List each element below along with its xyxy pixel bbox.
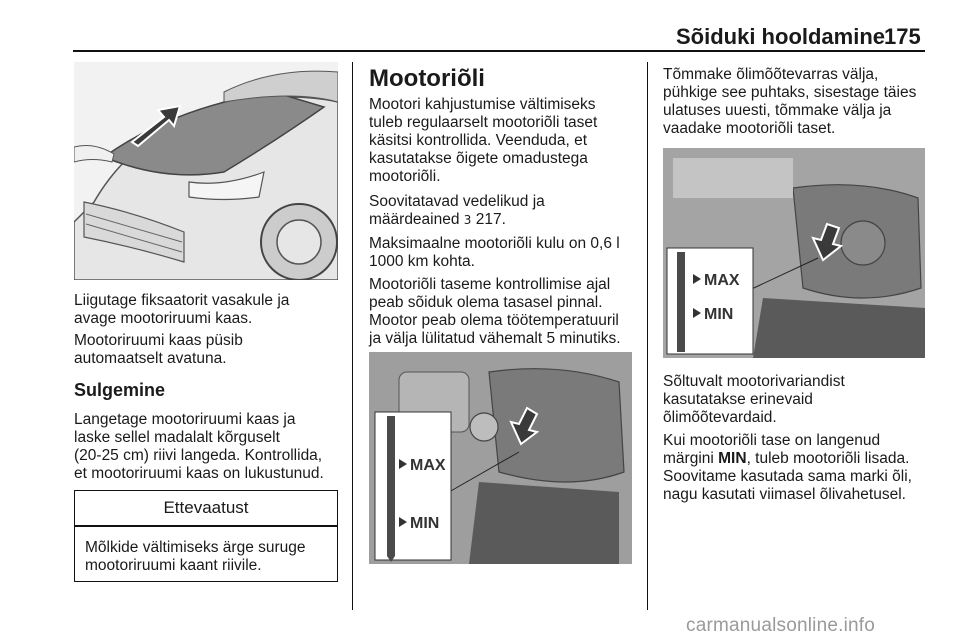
oil-check-intro: Mootori kahjustumise vältimiseks tuleb regulaarselt mootoriõli taset käsitsi kontrollida. Veenduda, et kasutatakse õigete omadustega mootoriõli. [369, 96, 598, 185]
recommended-fluids-text: Soovitatavad vedelikud ja määrdeained [369, 193, 545, 228]
dipstick-min-label-2: MIN [704, 306, 734, 323]
closing-instruction: Langetage mootoriruumi kaas ja laske sellel madalalt kõrguselt (20-25 cm) riivi langeda. Kontrollida, et mootoriruumi kaas on lukustunud. [74, 411, 324, 482]
engine-oil-heading: Mootoriõli [369, 65, 485, 92]
dipstick-max-label: MAX [410, 457, 446, 474]
engine-bay-illustration-alt [663, 148, 925, 358]
dipstick-min-label: MIN [410, 515, 440, 532]
add-oil-text-post: , tuleb mootoriõli lisada. Soovitame kasutada sama marki õli, nagu kasutati viimasel õlivahetusel. [663, 450, 912, 503]
dipstick-variants-note: Sõltuvalt mootorivariandist kasutatakse erinevaid õlimõõtevardaid. [663, 373, 845, 426]
caution-rule [75, 525, 337, 527]
add-oil-text-pre: Kui mootoriõli tase on langenud märgini [663, 432, 881, 467]
page-reference-icon: 3 [463, 213, 472, 227]
engine-dipstick-illustration-1 [369, 352, 632, 564]
add-oil-instruction [663, 432, 933, 504]
hood-opening-illustration [74, 62, 338, 280]
column-divider-left [352, 62, 353, 610]
site-watermark: carmanualsonline.info [686, 615, 876, 636]
max-oil-consumption: Maksimaalne mootoriõli kulu on 0,6 l 1000 km kohta. [369, 235, 620, 270]
page-number: 175 [884, 24, 921, 49]
caution-title: Ettevaatust [163, 498, 249, 517]
caution-box [74, 490, 338, 582]
caution-body: Mõlkide vältimiseks ärge suruge mootoriruumi kaant riivile. [85, 539, 306, 574]
closing-heading: Sulgemine [74, 380, 166, 400]
dipstick-max-label-2: MAX [704, 272, 740, 289]
engine-dipstick-illustration-2 [663, 148, 925, 358]
car-front-illustration [74, 62, 338, 280]
column-divider-right [647, 62, 648, 610]
hood-release-instruction: Liigutage fiksaatorit vasakule ja avage mootoriruumi kaas. [74, 292, 290, 327]
recommended-fluids-page: 217. [471, 211, 506, 228]
hood-stays-open-note: Mootoriruumi kaas püsib automaatselt avatuna. [74, 332, 243, 367]
running-header-title: Sõiduki hooldamine [676, 24, 886, 49]
header-rule [73, 50, 925, 52]
oil-check-conditions: Mootoriõli taseme kontrollimise ajal peab sõiduk olema tasasel pinnal. Mootor peab olema töötemperatuuril ja välja lülitatud vähemalt 5 minutiks. [369, 276, 621, 347]
min-mark-bold: MIN [718, 450, 747, 467]
engine-bay-illustration [369, 352, 632, 564]
recommended-fluids-ref [369, 193, 644, 229]
dipstick-procedure: Tõmmake õlimõõtevarras välja, pühkige see puhtaks, sisestage täies ulatuses uuesti, tõmmake välja ja vaadake mootoriõli taset. [663, 66, 917, 137]
